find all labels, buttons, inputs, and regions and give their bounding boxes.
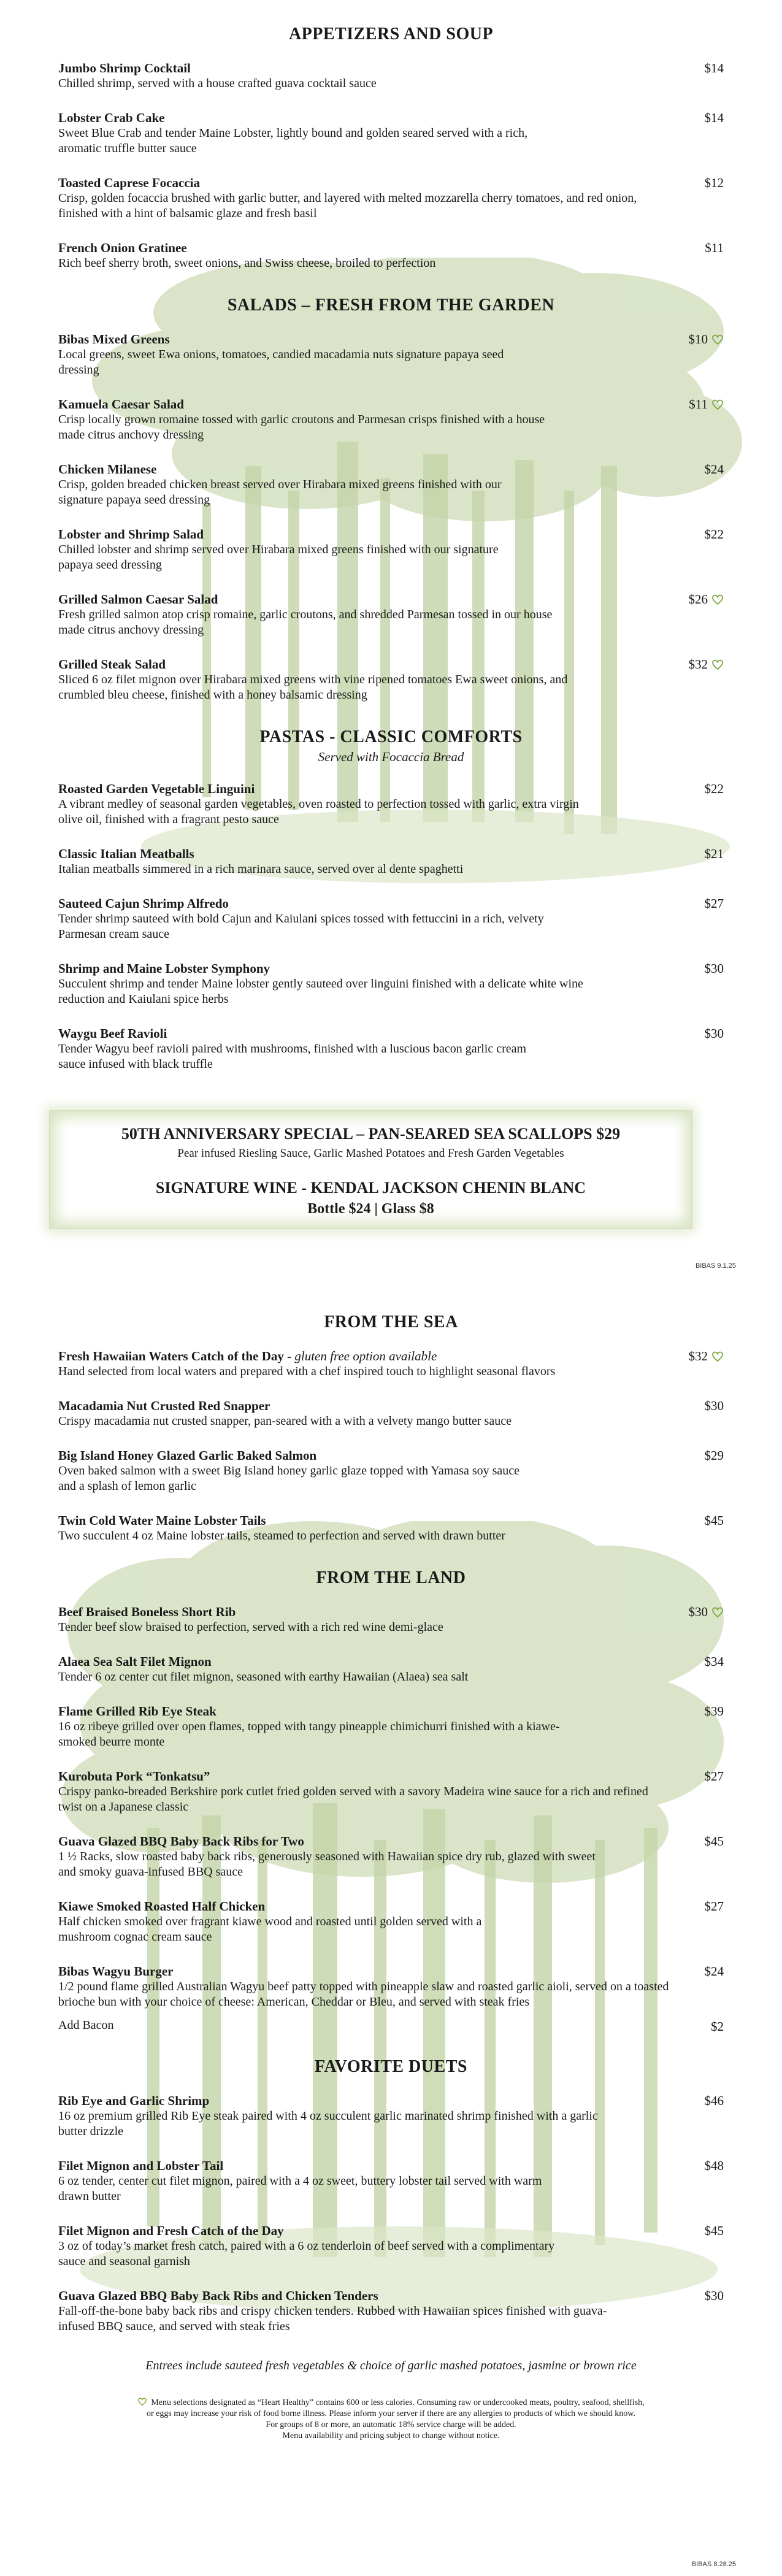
menu-item xyxy=(58,461,724,508)
menu-item xyxy=(58,240,724,271)
menu-item xyxy=(58,2158,724,2204)
item-price: $45 xyxy=(704,1513,724,1528)
section-title-land: FROM THE LAND xyxy=(316,1568,466,1587)
item-desc: Chilled lobster and shrimp served over Hirabara mixed greens finished with our signature papaya seed dressing xyxy=(58,543,499,572)
item-price: $34 xyxy=(704,1654,724,1669)
item-desc: Tender beef slow braised to perfection, served with a rich red wine demi-glace xyxy=(58,1620,443,1634)
menu-item xyxy=(58,1833,724,1880)
item-name xyxy=(58,1348,724,1364)
item-name: Chicken Milanese xyxy=(58,462,157,477)
item-name: Grilled Steak Salad xyxy=(58,657,166,672)
menu-item xyxy=(58,781,724,827)
item-desc: Rich beef sherry broth, sweet onions, and Swiss cheese, broiled to perfection xyxy=(58,256,436,270)
section-title-pastas: PASTAS - CLASSIC COMFORTS xyxy=(259,727,523,746)
item-name: Kamuela Caesar Salad xyxy=(58,397,184,412)
add-on-price: $2 xyxy=(711,2019,724,2034)
menu-item xyxy=(58,1512,724,1544)
item-desc: Crisp, golden focaccia brushed with garlic butter, and layered with melted mozzarella cherry tomatoes, and red onion, finished with a hint of balsamic glaze and fresh basil xyxy=(58,191,637,220)
item-name: Flame Grilled Rib Eye Steak xyxy=(58,1704,217,1719)
item-desc: Italian meatballs simmered in a rich marinara sauce, served over al dente spaghetti xyxy=(58,862,464,876)
item-name: Big Island Honey Glazed Garlic Baked Salmon xyxy=(58,1448,317,1463)
menu-item xyxy=(58,175,724,221)
item-name: Bibas Mixed Greens xyxy=(58,332,170,347)
item-desc: Crisp, golden breaded chicken breast served over Hirabara mixed greens finished with our signature papaya seed dressing xyxy=(58,478,502,507)
menu-page-2 xyxy=(0,1288,782,2576)
item-desc: Two succulent 4 oz Maine lobster tails, steamed to perfection and served with drawn butter xyxy=(58,1529,505,1543)
item-price: $24 xyxy=(704,462,724,477)
item-desc: Succulent shrimp and tender Maine lobster gently sauteed over linguini finished with a delicate white wine reduction and Kaiulani spice herbs xyxy=(58,977,583,1006)
heart-healthy-icon xyxy=(711,659,724,670)
item-desc: Crispy macadamia nut crusted snapper, pan-seared with a with a velvety mango butter sauce xyxy=(58,1414,512,1428)
entrees-include-note: Entrees include sauteed fresh vegetables & choice of garlic mashed potatoes, jasmine or brown rice xyxy=(145,2359,637,2372)
menu-item xyxy=(58,1703,724,1750)
item-price xyxy=(689,1604,724,1620)
price-value: $32 xyxy=(688,657,708,672)
special-description: Pear infused Riesling Sauce, Garlic Mashed Potatoes and Fresh Garden Vegetables xyxy=(177,1147,564,1160)
item-price xyxy=(689,591,724,607)
signature-wine-price: Bottle $24 | Glass $8 xyxy=(307,1201,434,1217)
menu-item xyxy=(58,846,724,877)
item-name: Jumbo Shrimp Cocktail xyxy=(58,61,191,75)
footnote-line: Menu availability and pricing subject to change without notice. xyxy=(282,2431,500,2440)
section-title-salads: SALADS – FRESH FROM THE GARDEN xyxy=(227,296,555,315)
item-price: $46 xyxy=(704,2093,724,2108)
item-name: Grilled Salmon Caesar Salad xyxy=(58,592,218,607)
item-price xyxy=(689,1348,724,1364)
item-price: $39 xyxy=(704,1704,724,1719)
item-price: $21 xyxy=(704,846,724,861)
add-on-item xyxy=(58,2018,724,2033)
item-name: Kiawe Smoked Roasted Half Chicken xyxy=(58,1899,266,1914)
item-price: $30 xyxy=(704,1398,724,1413)
item-desc: Tender shrimp sauteed with bold Cajun and Kaiulani spices tossed with fettuccini in a rich, velvety Parmesan cream sauce xyxy=(58,912,544,941)
item-price xyxy=(689,331,724,347)
menu-item xyxy=(58,526,724,573)
item-desc: 6 oz tender, center cut filet mignon, paired with a 4 oz sweet, buttery lobster tail served with warm drawn butter xyxy=(58,2174,542,2203)
item-name: Toasted Caprese Focaccia xyxy=(58,175,200,190)
footnote-line xyxy=(58,2398,724,2409)
menu-column-page-2 xyxy=(58,1313,724,2442)
item-desc: Local greens, sweet Ewa onions, tomatoes, candied macadamia nuts signature papaya seed dressing xyxy=(58,348,504,377)
item-name: Shrimp and Maine Lobster Symphony xyxy=(58,961,270,976)
menu-version-code: BIBAS 9.1.25 xyxy=(695,1262,736,1270)
item-name: Kurobuta Pork “Tonkatsu” xyxy=(58,1769,210,1784)
menu-item xyxy=(58,1768,724,1815)
price-value: $11 xyxy=(689,397,708,412)
price-value: $26 xyxy=(688,592,708,607)
item-price: $29 xyxy=(704,1448,724,1463)
item-desc: A vibrant medley of seasonal garden vegetables, oven roasted to perfection tossed with garlic, extra virgin olive oil, finished with a fragrant pesto sauce xyxy=(58,797,579,826)
menu-item xyxy=(58,656,724,703)
section-title-duets: FAVORITE DUETS xyxy=(315,2057,467,2076)
special-title: 50TH ANNIVERSARY SPECIAL – PAN-SEARED SEA SCALLOPS $29 xyxy=(121,1125,621,1143)
heart-healthy-icon xyxy=(137,2398,147,2406)
menu-item xyxy=(58,1654,724,1685)
menu-item xyxy=(58,1398,724,1429)
price-value: $10 xyxy=(688,332,708,347)
item-price: $45 xyxy=(704,2223,724,2238)
item-desc: Hand selected from local waters and prepared with a chef inspired touch to highlight seasonal flavors xyxy=(58,1365,556,1378)
menu-column-page-1 xyxy=(58,25,724,1072)
menu-item xyxy=(58,2223,724,2269)
item-price: $45 xyxy=(704,1834,724,1849)
footnote-line: or eggs may increase your risk of food borne illness. Please inform your server if there are any allergies to products of which we should know. xyxy=(146,2409,635,2418)
item-desc: Fresh grilled salmon atop crisp romaine, garlic croutons, and shredded Parmesan tossed in our house made citrus anchovy dressing xyxy=(58,608,553,637)
menu-item xyxy=(58,591,724,638)
item-price xyxy=(689,656,724,672)
item-name: Lobster and Shrimp Salad xyxy=(58,527,204,542)
menu-item xyxy=(58,895,724,942)
item-price: $14 xyxy=(704,61,724,75)
item-name: Alaea Sea Salt Filet Mignon xyxy=(58,1654,212,1669)
item-name: Guava Glazed BBQ Baby Back Ribs and Chicken Tenders xyxy=(58,2288,378,2303)
item-price xyxy=(689,396,724,412)
item-name: Lobster Crab Cake xyxy=(58,110,165,125)
item-price: $22 xyxy=(704,781,724,796)
menu-item xyxy=(58,960,724,1007)
item-desc: 16 oz premium grilled Rib Eye steak paired with 4 oz succulent garlic marinated shrimp finished with a garlic butter drizzle xyxy=(58,2109,598,2138)
menu-item xyxy=(58,2288,724,2334)
item-name: Sauteed Cajun Shrimp Alfredo xyxy=(58,896,229,911)
item-desc: 1/2 pound flame grilled Australian Wagyu beef patty topped with pineapple slaw and roasted garlic aioli, served on a toasted brioche bun with your choice of cheese: American, Cheddar or Bleu, and served with steak fries xyxy=(58,1980,669,2009)
item-name: Macadamia Nut Crusted Red Snapper xyxy=(58,1398,270,1413)
menu-item xyxy=(58,331,724,378)
menu-item xyxy=(58,60,724,91)
footnote-line: For groups of 8 or more, an automatic 18% service charge will be added. xyxy=(266,2420,516,2429)
item-name: Guava Glazed BBQ Baby Back Ribs for Two xyxy=(58,1834,304,1849)
item-price: $27 xyxy=(704,896,724,911)
item-desc: Sweet Blue Crab and tender Maine Lobster, lightly bound and golden seared served with a rich, aromatic truffle butter sauce xyxy=(58,126,528,155)
item-name: Roasted Garden Vegetable Linguini xyxy=(58,781,255,796)
item-name: Beef Braised Boneless Short Rib xyxy=(58,1604,236,1619)
item-price: $14 xyxy=(704,110,724,125)
item-name: French Onion Gratinee xyxy=(58,240,187,255)
gluten-free-note: - gluten free option available xyxy=(283,1349,437,1363)
item-name: Waygu Beef Ravioli xyxy=(58,1026,167,1041)
item-desc: Oven baked salmon with a sweet Big Island honey garlic glaze topped with Yamasa soy sauce and a splash of lemon garlic xyxy=(58,1464,520,1493)
item-name: Filet Mignon and Fresh Catch of the Day xyxy=(58,2223,284,2238)
section-title-sea: FROM THE SEA xyxy=(324,1313,458,1332)
item-price: $30 xyxy=(704,961,724,976)
signature-wine-title: SIGNATURE WINE - KENDAL JACKSON CHENIN BLANC xyxy=(155,1179,586,1197)
item-price: $22 xyxy=(704,527,724,542)
menu-item xyxy=(58,1604,724,1635)
item-desc: Chilled shrimp, served with a house crafted guava cocktail sauce xyxy=(58,77,377,90)
item-desc: 16 oz ribeye grilled over open flames, topped with tangy pineapple chimichurri finished with a kiawe-smoked beurre monte xyxy=(58,1720,560,1749)
section-title-appetizers: APPETIZERS AND SOUP xyxy=(288,25,494,44)
item-desc: 3 oz of today’s market fresh catch, paired with a 6 oz tenderloin of beef served with a complimentary sauce and seasonal garnish xyxy=(58,2239,555,2268)
menu-version-code: BIBAS 8.28.25 xyxy=(691,2561,736,2568)
menu-footnote xyxy=(58,2398,724,2442)
item-price: $30 xyxy=(704,2288,724,2303)
heart-healthy-icon xyxy=(711,1607,724,1618)
item-desc: Crispy panko-breaded Berkshire pork cutlet fried golden served with a savory Madeira wine sauce for a rich and refined twist on a Japanese classic xyxy=(58,1785,648,1814)
heart-healthy-icon xyxy=(711,594,724,605)
item-desc: Fall-off-the-bone baby back ribs and crispy chicken tenders. Rubbed with Hawaiian spices finished with guava-infused BBQ sauce, and served with steak fries xyxy=(58,2304,607,2333)
item-desc: Crisp locally grown romaine tossed with garlic croutons and Parmesan crisps finished with a house made citrus anchovy dressing xyxy=(58,413,545,442)
menu-item xyxy=(58,396,724,443)
menu-item xyxy=(58,1963,724,2010)
item-name: Filet Mignon and Lobster Tail xyxy=(58,2158,224,2173)
anniversary-special-box xyxy=(49,1110,692,1229)
heart-healthy-icon xyxy=(711,399,724,410)
item-desc: Tender 6 oz center cut filet mignon, seasoned with earthy Hawaiian (Alaea) sea salt xyxy=(58,1670,469,1684)
item-desc: Tender Wagyu beef ravioli paired with mushrooms, finished with a luscious bacon garlic cream sauce infused with black truffle xyxy=(58,1042,527,1071)
item-name: Bibas Wagyu Burger xyxy=(58,1964,174,1979)
item-price: $11 xyxy=(705,240,724,255)
item-name: Classic Italian Meatballs xyxy=(58,846,194,861)
item-name: Twin Cold Water Maine Lobster Tails xyxy=(58,1513,266,1528)
menu-item xyxy=(58,1348,724,1379)
menu-item xyxy=(58,1025,724,1072)
menu-item xyxy=(58,1898,724,1945)
price-value: $32 xyxy=(688,1349,708,1363)
item-name-text: Fresh Hawaiian Waters Catch of the Day xyxy=(58,1349,284,1363)
item-price: $12 xyxy=(704,175,724,190)
menu-item xyxy=(58,110,724,156)
item-price: $27 xyxy=(704,1769,724,1784)
item-price: $24 xyxy=(704,1964,724,1979)
item-price: $27 xyxy=(704,1899,724,1914)
item-desc: Half chicken smoked over fragrant kiawe wood and roasted until golden served with a mushroom cognac cream sauce xyxy=(58,1915,482,1944)
heart-healthy-icon xyxy=(711,334,724,345)
item-price: $30 xyxy=(704,1026,724,1041)
menu-item xyxy=(58,2093,724,2139)
item-name: Rib Eye and Garlic Shrimp xyxy=(58,2093,210,2108)
item-desc: 1 ½ Racks, slow roasted baby back ribs, generously seasoned with Hawaiian spice dry rub, glazed with sweet and smoky guava-infused BBQ sauce xyxy=(58,1850,596,1879)
heart-healthy-icon xyxy=(711,1351,724,1362)
item-desc: Sliced 6 oz filet mignon over Hirabara mixed greens with vine ripened tomatoes Ewa sweet onions, and crumbled bleu cheese, finished with a honey balsamic dressing xyxy=(58,673,568,702)
add-on-name: Add Bacon xyxy=(58,2018,114,2032)
footnote-text: Menu selections designated as “Heart Healthy” contains 600 or less calories. Consuming raw or undercooked meats, poultry, seafood, shellfish, xyxy=(151,2398,645,2407)
section-subtitle-pastas: Served with Focaccia Bread xyxy=(318,749,464,764)
item-price: $48 xyxy=(704,2158,724,2173)
price-value: $30 xyxy=(688,1604,708,1619)
menu-item xyxy=(58,1447,724,1494)
